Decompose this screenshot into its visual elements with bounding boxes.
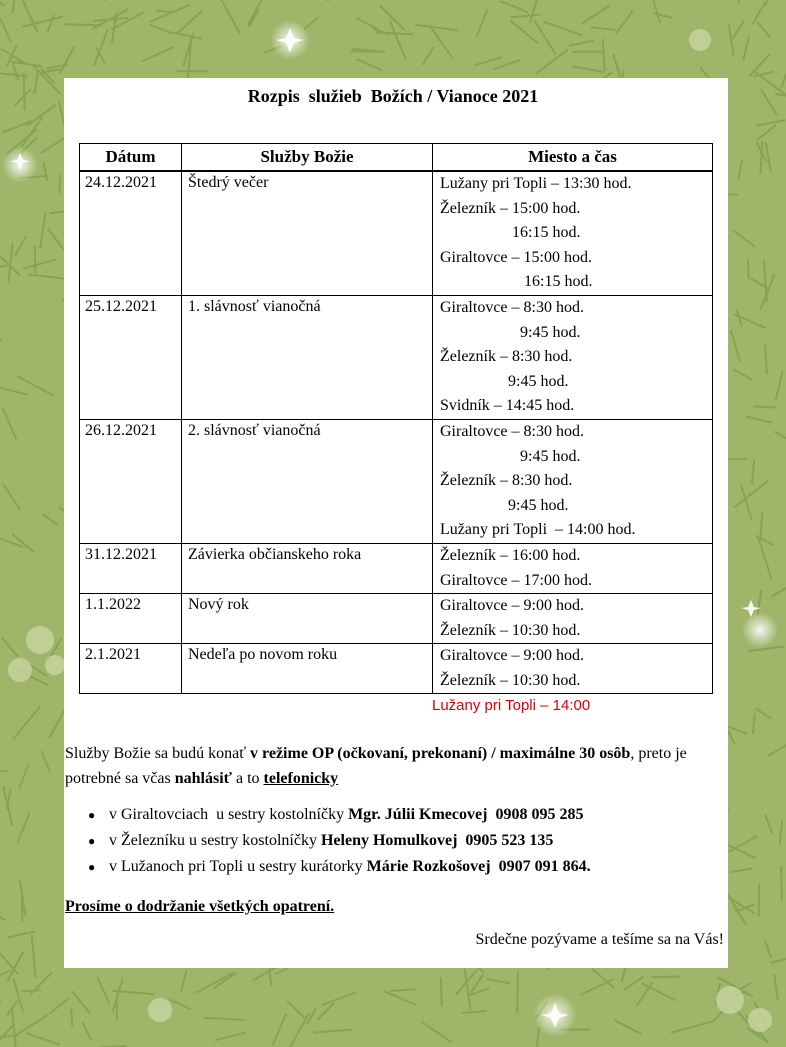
table-row xyxy=(80,419,713,543)
cell-place-time xyxy=(433,171,713,295)
info-text: , preto je potrebné sa včas xyxy=(65,745,687,787)
cell-date xyxy=(80,171,182,295)
place-time-line: Giraltovce – 17:00 hod. xyxy=(440,571,592,589)
contact-list xyxy=(65,802,591,880)
service-text: Nedeľa po novom roku xyxy=(188,646,338,664)
table-row xyxy=(80,543,713,593)
place-time-line: 16:15 hod. xyxy=(440,224,581,242)
place-time-line: Lužany pri Topli – 14:00 hod. xyxy=(440,521,636,539)
contact-name: Heleny Homulkovej 0905 523 135 xyxy=(320,832,554,849)
cell-date xyxy=(80,644,182,694)
cell-date xyxy=(80,295,182,419)
service-text: Štedrý večer xyxy=(188,174,269,191)
cell-place-time xyxy=(433,594,713,644)
cell-service xyxy=(182,543,433,593)
info-text: a to xyxy=(231,770,264,787)
place-time-line: 9:45 hod. xyxy=(440,447,581,465)
place-time-line: Železník – 10:30 hod. xyxy=(440,621,581,639)
table-row xyxy=(80,594,713,644)
contact-name: Mgr. Júlii Kmecovej 0908 095 285 xyxy=(348,806,584,823)
cell-date xyxy=(80,594,182,644)
cell-place-time xyxy=(433,543,713,593)
place-time-line: 9:45 hod. xyxy=(440,496,569,514)
red-note: Lužany pri Topli – 14:00 xyxy=(432,697,591,714)
place-time-line: Železník – 10:30 hod. xyxy=(440,671,581,689)
place-time-line: 9:45 hod. xyxy=(440,372,569,390)
cell-date xyxy=(80,543,182,593)
contact-name: Márie Rozkošovej 0907 091 864. xyxy=(366,858,591,875)
info-bold-register: nahlásiť xyxy=(174,770,232,787)
info-paragraph xyxy=(65,741,725,791)
bullet-icon: ● xyxy=(88,834,96,848)
table-row xyxy=(80,644,713,694)
date-text: 24.12.2021 xyxy=(85,174,157,191)
place-time-line: 16:15 hod. xyxy=(440,273,593,291)
cell-service xyxy=(182,594,433,644)
closing-line: Srdečne pozývame a tešíme sa na Vás! xyxy=(475,931,724,948)
table-row xyxy=(80,295,713,419)
column-header-place-time: Miesto a čas xyxy=(433,144,713,172)
date-text: 26.12.2021 xyxy=(85,421,157,439)
place-time-line: Lužany pri Topli – 13:30 hod. xyxy=(440,175,632,192)
cell-service xyxy=(182,171,433,295)
place-time-line: Giraltovce – 8:30 hod. xyxy=(440,298,584,316)
service-text: Nový rok xyxy=(188,596,249,614)
cell-service xyxy=(182,644,433,694)
place-time-line: Železník – 8:30 hod. xyxy=(440,348,573,366)
page-title: Rozpis služieb Božích / Vianoce 2021 xyxy=(247,86,539,106)
list-item xyxy=(65,854,591,880)
list-item xyxy=(65,802,591,828)
place-time-line: Železník – 15:00 hod. xyxy=(440,199,581,217)
cell-service xyxy=(182,419,433,543)
list-item xyxy=(65,828,591,854)
contact-prefix: v Giraltovciach u sestry kostolníčky xyxy=(109,806,349,823)
cell-service xyxy=(182,295,433,419)
info-text: Služby Božie sa budú konať xyxy=(65,745,251,762)
info-bold-regime: v režime OP (očkovaní, prekonaní) / maximálne 30 osôb xyxy=(250,745,631,762)
column-header-service: Služby Božie xyxy=(182,144,433,172)
measures-request: Prosíme o dodržanie všetkých opatrení. xyxy=(65,898,335,915)
date-text: 2.1.2021 xyxy=(85,646,141,664)
place-time-line: Giraltovce – 9:00 hod. xyxy=(440,647,584,665)
column-header-date: Dátum xyxy=(80,144,182,172)
place-time-line: Giraltovce – 15:00 hod. xyxy=(440,248,592,266)
cell-date xyxy=(80,419,182,543)
place-time-line: Železník – 16:00 hod. xyxy=(440,546,581,564)
service-text: 1. slávnosť vianočná xyxy=(188,297,321,315)
service-text: 2. slávnosť vianočná xyxy=(188,421,321,439)
date-text: 31.12.2021 xyxy=(85,545,157,563)
bullet-icon: ● xyxy=(88,860,96,874)
date-text: 25.12.2021 xyxy=(85,297,157,315)
schedule-table xyxy=(79,143,713,694)
table-row xyxy=(80,171,713,295)
place-time-line: Svidník – 14:45 hod. xyxy=(440,397,575,415)
place-time-line: Železník – 8:30 hod. xyxy=(440,472,573,490)
bullet-icon: ● xyxy=(88,808,96,822)
place-time-line: Giraltovce – 9:00 hod. xyxy=(440,597,584,615)
table-header-row xyxy=(80,144,713,172)
place-time-line: Giraltovce – 8:30 hod. xyxy=(440,422,584,440)
date-text: 1.1.2022 xyxy=(85,596,141,614)
cell-place-time xyxy=(433,419,713,543)
cell-place-time xyxy=(433,644,713,694)
contact-prefix: v Železníku u sestry kostolníčky xyxy=(109,832,321,849)
info-bold-phone: telefonicky xyxy=(263,770,339,787)
service-text: Závierka občianskeho roka xyxy=(188,545,362,563)
place-time-line: 9:45 hod. xyxy=(440,323,581,341)
contact-prefix: v Lužanoch pri Topli u sestry kurátorky xyxy=(109,858,367,875)
cell-place-time xyxy=(433,295,713,419)
